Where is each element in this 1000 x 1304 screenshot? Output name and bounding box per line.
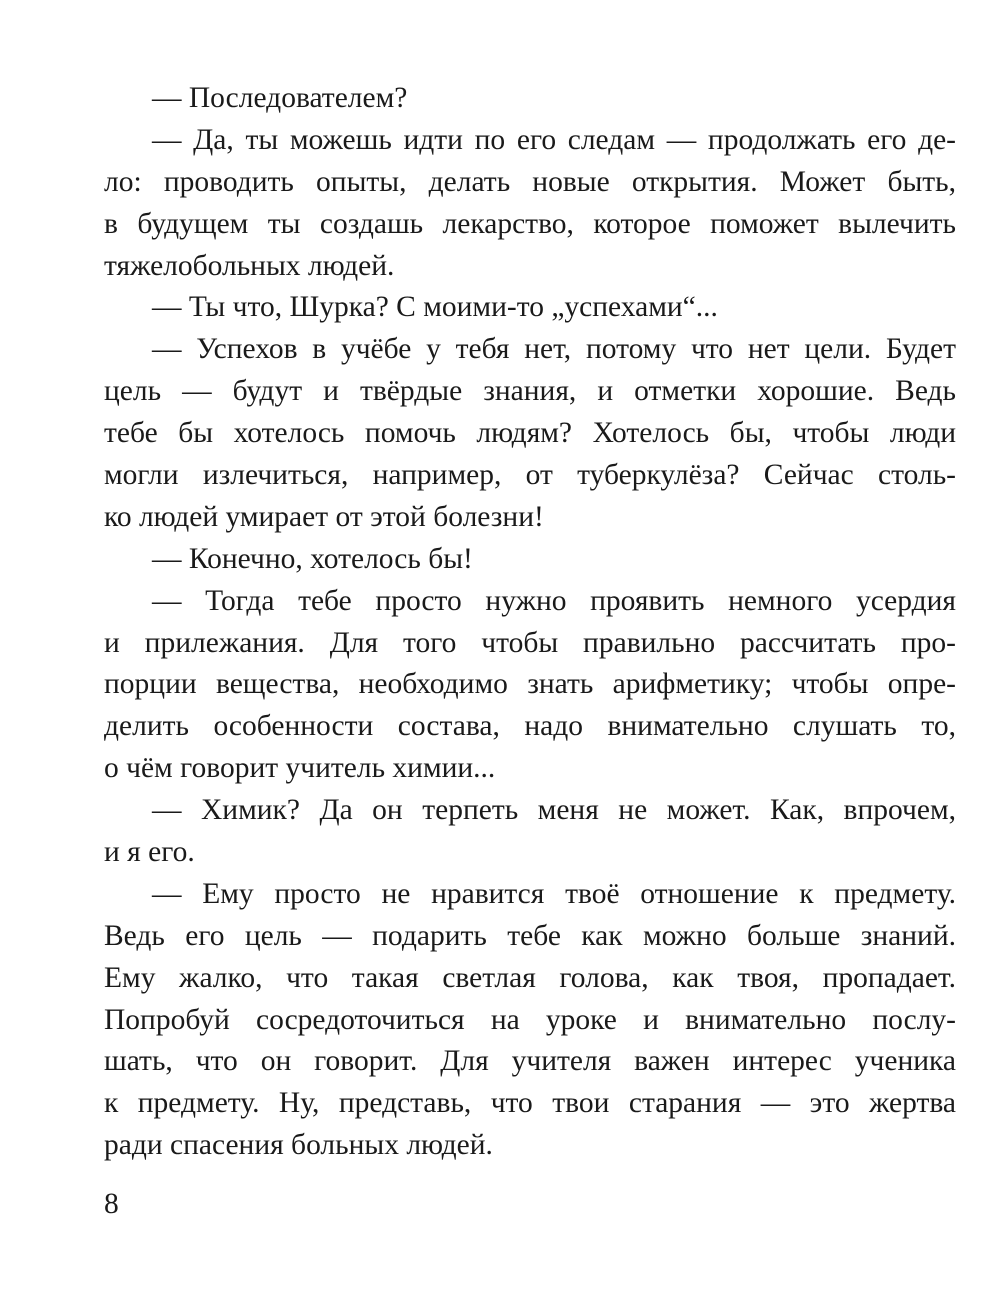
text-line: — Конечно, хотелось бы! xyxy=(152,542,473,575)
text-line: — Успехов в учёбе у тебя нет, потому что нет цели. Будет xyxy=(152,333,956,366)
text-line: тяжелобольных людей. xyxy=(104,249,395,282)
text-line: могли излечиться, например, от туберкулёза? Сейчас столь- xyxy=(104,459,956,492)
page-text xyxy=(104,78,956,1167)
text-line: цель — будут и твёрдые знания, и отметки хорошие. Ведь xyxy=(104,375,956,408)
text-line: о чём говорит учитель химии... xyxy=(104,752,496,785)
text-line: тебе бы хотелось помочь людям? Хотелось бы, чтобы люди xyxy=(104,417,956,450)
text-line: Ему жалко, что такая светлая голова, как твоя, пропадает. xyxy=(104,961,956,994)
text-line: порции вещества, необходимо знать арифметику; чтобы опре- xyxy=(104,668,956,701)
text-line: делить особенности состава, надо внимательно слушать то, xyxy=(104,710,956,743)
text-line: Попробуй сосредоточиться на уроке и внимательно послу- xyxy=(104,1003,956,1036)
text-line: — Ему просто не нравится твоё отношение к предмету. xyxy=(152,877,956,910)
text-line: — Тогда тебе просто нужно проявить немного усердия xyxy=(152,584,956,617)
text-line: — Последователем? xyxy=(152,82,408,114)
text-line: и я его. xyxy=(104,836,195,869)
text-line: — Да, ты можешь идти по его следам — продолжать его де- xyxy=(152,123,956,156)
text-line: Ведь его цель — подарить тебе как можно больше знаний. xyxy=(104,919,956,952)
text-line: к предмету. Ну, представь, что твои старания — это жертва xyxy=(104,1087,956,1120)
text-line: ло: проводить опыты, делать новые открытия. Может быть, xyxy=(104,165,956,198)
text-line: — Ты что, Шурка? С моими-то „успехами“... xyxy=(152,291,718,324)
page-number: 8 xyxy=(104,1188,119,1220)
text-line: ко людей умирает от этой болезни! xyxy=(104,500,544,533)
text-line: ради спасения больных людей. xyxy=(104,1129,493,1162)
text-line: — Химик? Да он терпеть меня не может. Как, впрочем, xyxy=(152,794,956,827)
text-line: шать, что он говорит. Для учителя важен интерес ученика xyxy=(104,1045,956,1078)
text-line: в будущем ты создашь лекарство, которое поможет вылечить xyxy=(104,207,956,240)
text-line: и прилежания. Для того чтобы правильно рассчитать про- xyxy=(104,626,956,659)
